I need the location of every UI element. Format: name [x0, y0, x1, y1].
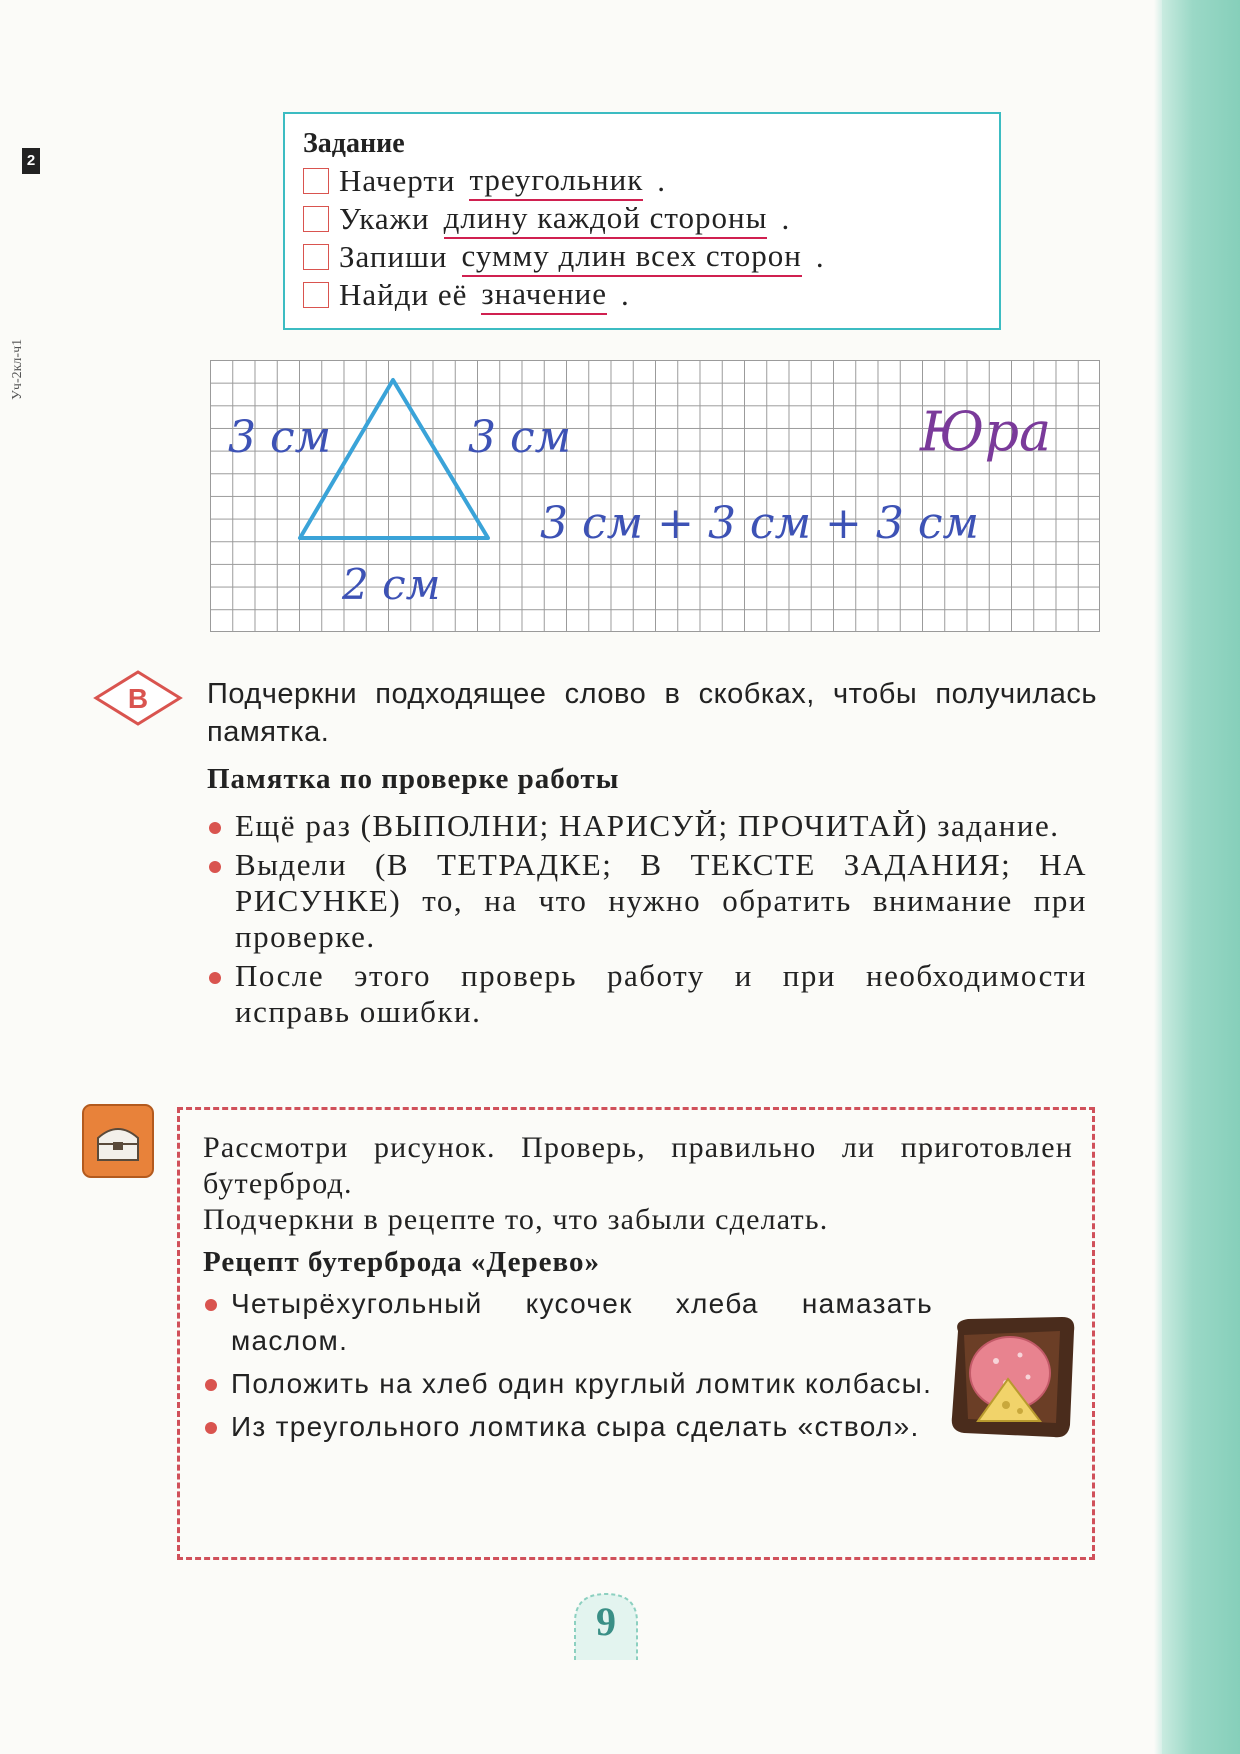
recipe-intro-1: Рассмотри рисунок. Проверь, правильно ли приготовлен бутерброд.	[203, 1131, 1073, 1200]
recipe-item: Положить на хлеб один круглый ломтик колбасы.	[203, 1365, 933, 1402]
section-b-badge	[92, 668, 184, 728]
task-title: Задание	[303, 128, 405, 159]
task-list	[303, 162, 999, 314]
section-b-letter: В	[127, 683, 149, 714]
recipe-intro-2: Подчеркни в рецепте то, что забыли сделать.	[203, 1203, 829, 1236]
task-checkbox[interactable]	[303, 168, 329, 194]
recipe-item: Четырёхугольный кусочек хлеба намазать маслом.	[203, 1285, 933, 1359]
student-name: Юра	[920, 400, 1052, 463]
section-b-instruction: Подчеркни подходящее слово в скобках, чтобы получилась памятка.	[207, 678, 1097, 748]
task-checkbox[interactable]	[303, 282, 329, 308]
task-item	[303, 238, 999, 276]
task-text: Запиши	[339, 239, 448, 274]
side-length-bottom: 2 см	[342, 560, 441, 609]
task-text: .	[781, 201, 791, 236]
side-length-right: 3 см	[468, 412, 572, 463]
recipe-content	[203, 1130, 1073, 1451]
recipe-list	[203, 1285, 933, 1445]
task-text: Найди её	[339, 277, 468, 312]
side-tab-number: 2	[22, 148, 40, 174]
task-underlined-text: значение	[481, 276, 607, 315]
task-underlined-text: треугольник	[469, 162, 643, 201]
task-item	[303, 276, 999, 314]
memo-item: Выдели (В ТЕТРАДКЕ; В ТЕКСТЕ ЗАДАНИЯ; НА РИСУНКЕ) то, на что нужно обратить внимание при проверке.	[207, 847, 1087, 955]
memo-item: После этого проверь работу и при необходимости исправь ошибки.	[207, 958, 1087, 1030]
task-box	[283, 112, 1001, 330]
memo-title: Памятка по проверке работы	[207, 763, 620, 795]
grid-drawing	[210, 360, 1100, 632]
task-text: Укажи	[339, 201, 430, 236]
task-checkbox[interactable]	[303, 206, 329, 232]
perimeter-expression: 3 см + 3 см + 3 см	[540, 498, 979, 549]
recipe-item: Из треугольного ломтика сыра сделать «ствол».	[203, 1408, 933, 1445]
memo-item: Ещё раз (ВЫПОЛНИ; НАРИСУЙ; ПРОЧИТАЙ) задание.	[207, 808, 1087, 844]
task-underlined-text: длину каждой стороны	[444, 200, 768, 239]
side-print-code: Уч-2кл-ч1	[10, 338, 25, 400]
page-edge-shadow	[1154, 0, 1162, 1754]
memo-list	[207, 808, 1087, 1033]
task-text: .	[621, 277, 630, 312]
task-item	[303, 200, 999, 238]
side-length-left: 3 см	[228, 412, 332, 463]
task-text: .	[815, 239, 825, 274]
task-checkbox[interactable]	[303, 244, 329, 270]
page-number: 9	[596, 1599, 616, 1644]
treasure-chest-icon	[82, 1104, 154, 1178]
task-item	[303, 162, 999, 200]
sandwich-picture	[944, 1313, 1080, 1445]
recipe-title: Рецепт бутерброда «Дерево»	[203, 1246, 600, 1278]
page-edge-strip	[1162, 0, 1240, 1754]
task-text: .	[657, 163, 667, 198]
task-text: Начерти	[339, 163, 456, 198]
task-underlined-text: сумму длин всех сторон	[462, 238, 802, 277]
